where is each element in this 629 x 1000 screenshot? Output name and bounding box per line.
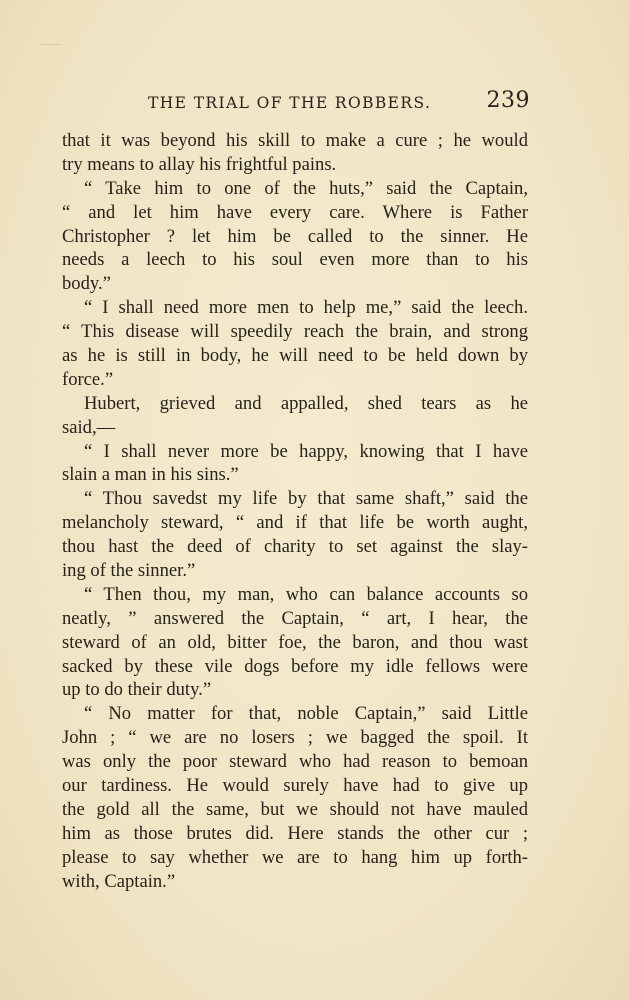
text-line: thou hast the deed of charity to set against the slay- bbox=[62, 536, 528, 558]
text-line: was only the poor steward who had reason to bemoan bbox=[62, 751, 528, 773]
text-line: our tardiness. He would surely have had to give up bbox=[62, 775, 528, 797]
body-text bbox=[62, 129, 528, 894]
text-line: ing of the sinner.” bbox=[62, 560, 196, 582]
text-line: neatly, ” answered the Captain, “ art, I hear, the bbox=[62, 607, 528, 629]
page-header bbox=[62, 88, 530, 118]
text-line: melancholy steward, “ and if that life be worth aught, bbox=[62, 512, 528, 534]
text-line: try means to allay his frightful pains. bbox=[62, 153, 337, 175]
text-line: please to say whether we are to hang him up forth- bbox=[62, 846, 528, 868]
text-line: Hubert, grieved and appalled, shed tears as he bbox=[84, 392, 528, 414]
text-line: said,— bbox=[62, 416, 116, 438]
page-number: 239 bbox=[486, 88, 530, 113]
text-line: “ No matter for that, noble Captain,” said Little bbox=[84, 703, 528, 725]
text-line: as he is still in body, he will need to be held down by bbox=[62, 345, 528, 367]
text-line: force.” bbox=[62, 368, 114, 390]
text-line: needs a leech to his soul even more than to his bbox=[62, 249, 528, 271]
text-line: “ I shall never more be happy, knowing that I have bbox=[84, 440, 528, 462]
text-line: “ and let him have every care. Where is Father bbox=[62, 201, 528, 223]
text-line: Christopher ? let him be called to the sinner. He bbox=[62, 225, 528, 247]
text-line: body.” bbox=[62, 273, 111, 295]
text-line: the gold all the same, but we should not have mauled bbox=[62, 798, 528, 820]
text-line: sacked by these vile dogs before my idle fellows were bbox=[62, 655, 528, 677]
text-line: “ This disease will speedily reach the brain, and strong bbox=[62, 321, 528, 343]
paper-mark bbox=[40, 44, 62, 45]
text-line: that it was beyond his skill to make a cure ; he would bbox=[62, 130, 528, 151]
text-line: up to do their duty.” bbox=[62, 679, 212, 701]
text-line: slain a man in his sins.” bbox=[62, 464, 239, 486]
text-line: “ Take him to one of the huts,” said the Captain, bbox=[84, 177, 528, 199]
text-line: with, Captain.” bbox=[62, 870, 176, 892]
text-line: him as those brutes did. Here stands the other cur ; bbox=[62, 822, 528, 844]
text-line: “ Thou savedst my life by that same shaft,” said the bbox=[84, 488, 528, 510]
text-line: steward of an old, bitter foe, the baron, and thou wast bbox=[62, 631, 528, 653]
text-line: “ I shall need more men to help me,” said the leech. bbox=[84, 297, 528, 319]
text-line: John ; “ we are no losers ; we bagged the spoil. It bbox=[62, 727, 528, 749]
running-head: THE TRIAL OF THE ROBBERS. bbox=[148, 94, 432, 112]
text-line: “ Then thou, my man, who can balance accounts so bbox=[84, 583, 528, 605]
